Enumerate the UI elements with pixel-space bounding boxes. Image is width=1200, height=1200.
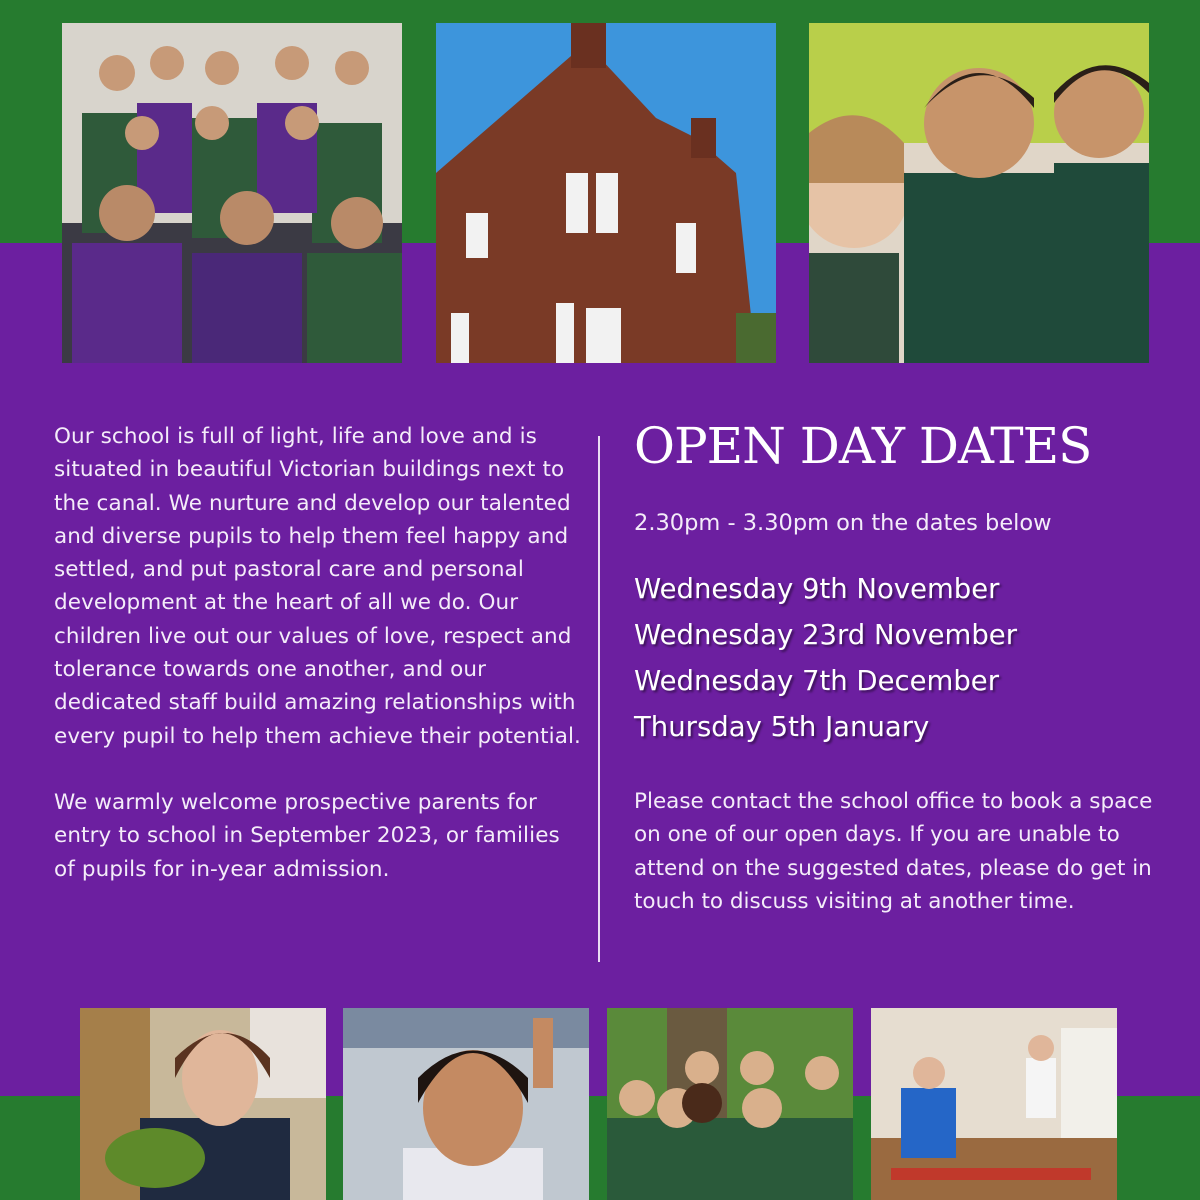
photo-school-building [436,23,776,363]
photo-smiling-pupil [343,1008,589,1200]
column-divider [598,436,600,962]
open-day-heading: OPEN DAY DATES [634,417,1092,475]
open-day-date: Wednesday 23rd November [634,619,1018,651]
open-day-date: Wednesday 9th November [634,573,1000,605]
about-text [54,420,584,886]
open-day-date-list [634,566,1194,750]
open-day-date: Wednesday 7th December [634,665,1000,697]
open-day-time-range: 2.30pm - 3.30pm on the dates below [634,510,1052,536]
photo-pupils-listening [809,23,1149,363]
about-paragraph-1: Our school is full of light, life and love and is situated in beautiful Victorian buildings next to the canal. We nurture and develop our talented and diverse pupils to help them feel happy and settled, and put pastoral care and personal development at the heart of all we do. Our children live out our values of love, respect and tolerance towards one another, and our dedicated staff build amazing relationships with every pupil to help them achieve their potential. [54,424,581,749]
open-day-date: Thursday 5th January [634,711,930,743]
photo-pupils-group [62,23,402,363]
contact-text: Please contact the school office to book a space on one of our open days. If you are unable to attend on the suggested dates, please do get in touch to discuss visiting at another time. [634,789,1153,914]
photo-teacher-with-puppet [80,1008,326,1200]
photo-pupils-gym [871,1008,1117,1200]
photo-pupils-outdoors [607,1008,853,1200]
about-paragraph-2: We warmly welcome prospective parents for entry to school in September 2023, or families of pupils for in-year admission. [54,789,560,882]
